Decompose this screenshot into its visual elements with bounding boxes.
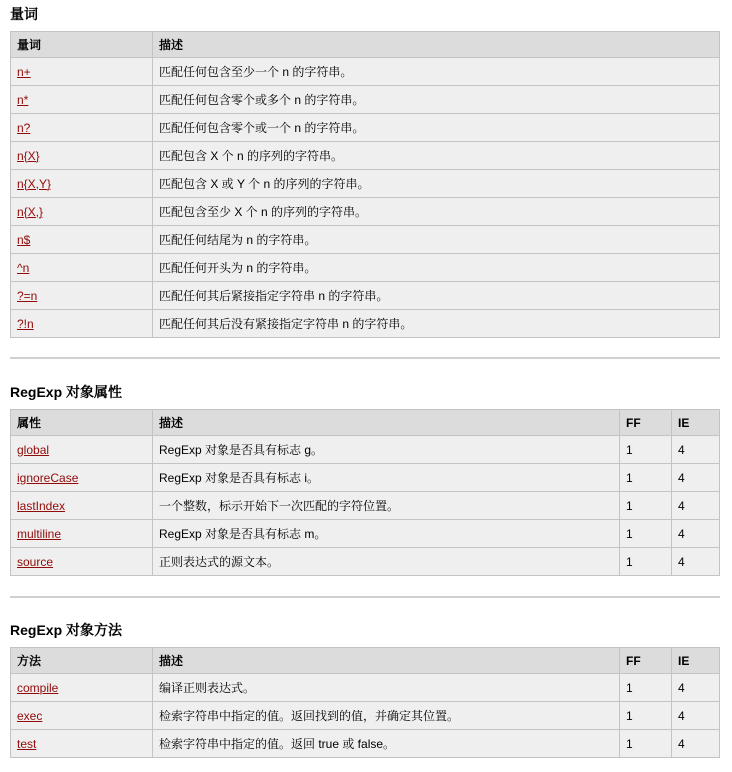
description-cell: 正则表达式的源文本。 [153, 548, 620, 576]
term-link[interactable]: ignoreCase [17, 470, 79, 485]
term-cell [11, 58, 153, 86]
term-link[interactable]: n$ [17, 232, 31, 247]
description-cell: RegExp 对象是否具有标志 g。 [153, 436, 620, 464]
term-cell [11, 226, 153, 254]
term-cell [11, 520, 153, 548]
column-header: 方法 [11, 648, 153, 674]
term-cell [11, 674, 153, 702]
table-row [11, 730, 720, 758]
table-row [11, 254, 720, 282]
description-cell: 匹配包含 X 或 Y 个 n 的序列的字符串。 [153, 170, 720, 198]
table-row [11, 58, 720, 86]
term-cell [11, 142, 153, 170]
description-cell: 检索字符串中指定的值。返回找到的值，并确定其位置。 [153, 702, 620, 730]
term-link[interactable]: compile [17, 680, 59, 695]
term-link[interactable]: exec [17, 708, 43, 723]
term-link[interactable]: ^n [17, 260, 30, 275]
table-row [11, 548, 720, 576]
description-cell: 匹配包含 X 个 n 的序列的字符串。 [153, 142, 720, 170]
ff-version-cell: 1 [620, 436, 672, 464]
term-link[interactable]: test [17, 736, 37, 751]
term-cell [11, 86, 153, 114]
term-cell [11, 198, 153, 226]
table-row [11, 198, 720, 226]
description-cell: 匹配任何开头为 n 的字符串。 [153, 254, 720, 282]
column-header: 描述 [153, 32, 720, 58]
term-link[interactable]: n{X} [17, 148, 40, 163]
column-header: FF [620, 648, 672, 674]
column-header: 描述 [153, 410, 620, 436]
ff-version-cell: 1 [620, 548, 672, 576]
table-row [11, 674, 720, 702]
term-cell [11, 464, 153, 492]
table-row [11, 142, 720, 170]
table-row [11, 702, 720, 730]
term-link[interactable]: multiline [17, 526, 62, 541]
column-header: IE [672, 648, 720, 674]
ie-version-cell: 4 [672, 548, 720, 576]
ie-version-cell: 4 [672, 702, 720, 730]
term-link[interactable]: n? [17, 120, 31, 135]
table-header-row [11, 410, 720, 436]
ie-version-cell: 4 [672, 464, 720, 492]
term-link[interactable]: n* [17, 92, 29, 107]
term-link[interactable]: lastIndex [17, 498, 66, 513]
table-row [11, 86, 720, 114]
description-cell: 匹配包含至少 X 个 n 的序列的字符串。 [153, 198, 720, 226]
ie-version-cell: 4 [672, 492, 720, 520]
description-cell: 匹配任何结尾为 n 的字符串。 [153, 226, 720, 254]
term-cell [11, 310, 153, 338]
description-cell: RegExp 对象是否具有标志 i。 [153, 464, 620, 492]
term-link[interactable]: n{X,Y} [17, 176, 52, 191]
description-cell: 匹配任何包含零个或多个 n 的字符串。 [153, 86, 720, 114]
ff-version-cell: 1 [620, 520, 672, 548]
column-header: FF [620, 410, 672, 436]
description-cell: 编译正则表达式。 [153, 674, 620, 702]
section-divider [10, 357, 720, 359]
column-header: 量词 [11, 32, 153, 58]
quantifiers-title: 量词 [10, 6, 38, 22]
table-row [11, 114, 720, 142]
term-cell [11, 114, 153, 142]
term-cell [11, 170, 153, 198]
term-link[interactable]: global [17, 442, 50, 457]
methods-table [10, 647, 720, 758]
term-cell [11, 492, 153, 520]
ie-version-cell: 4 [672, 436, 720, 464]
term-link[interactable]: n+ [17, 64, 31, 79]
section-divider [10, 596, 720, 598]
ie-version-cell: 4 [672, 730, 720, 758]
description-cell: 匹配任何包含至少一个 n 的字符串。 [153, 58, 720, 86]
ff-version-cell: 1 [620, 702, 672, 730]
ie-version-cell: 4 [672, 674, 720, 702]
methods-title: RegExp 对象方法 [10, 622, 123, 638]
term-cell [11, 702, 153, 730]
properties-table [10, 409, 720, 576]
term-link[interactable]: n{X,} [17, 204, 44, 219]
ff-version-cell: 1 [620, 464, 672, 492]
description-cell: 匹配任何其后紧接指定字符串 n 的字符串。 [153, 282, 720, 310]
term-link[interactable]: ?=n [17, 288, 38, 303]
ff-version-cell: 1 [620, 674, 672, 702]
table-header-row [11, 32, 720, 58]
term-cell [11, 282, 153, 310]
description-cell: RegExp 对象是否具有标志 m。 [153, 520, 620, 548]
table-row [11, 492, 720, 520]
column-header: 属性 [11, 410, 153, 436]
table-row [11, 226, 720, 254]
term-link[interactable]: ?!n [17, 316, 34, 331]
term-cell [11, 254, 153, 282]
column-header: 描述 [153, 648, 620, 674]
description-cell: 检索字符串中指定的值。返回 true 或 false。 [153, 730, 620, 758]
description-cell: 匹配任何包含零个或一个 n 的字符串。 [153, 114, 720, 142]
ff-version-cell: 1 [620, 492, 672, 520]
properties-title: RegExp 对象属性 [10, 384, 123, 400]
table-row [11, 282, 720, 310]
term-cell [11, 730, 153, 758]
table-row [11, 310, 720, 338]
table-header-row [11, 648, 720, 674]
term-cell [11, 436, 153, 464]
ie-version-cell: 4 [672, 520, 720, 548]
table-row [11, 520, 720, 548]
term-cell [11, 548, 153, 576]
table-row [11, 170, 720, 198]
table-row [11, 436, 720, 464]
ff-version-cell: 1 [620, 730, 672, 758]
description-cell: 一个整数，标示开始下一次匹配的字符位置。 [153, 492, 620, 520]
table-row [11, 464, 720, 492]
quantifiers-table [10, 31, 720, 338]
description-cell: 匹配任何其后没有紧接指定字符串 n 的字符串。 [153, 310, 720, 338]
term-link[interactable]: source [17, 554, 54, 569]
column-header: IE [672, 410, 720, 436]
